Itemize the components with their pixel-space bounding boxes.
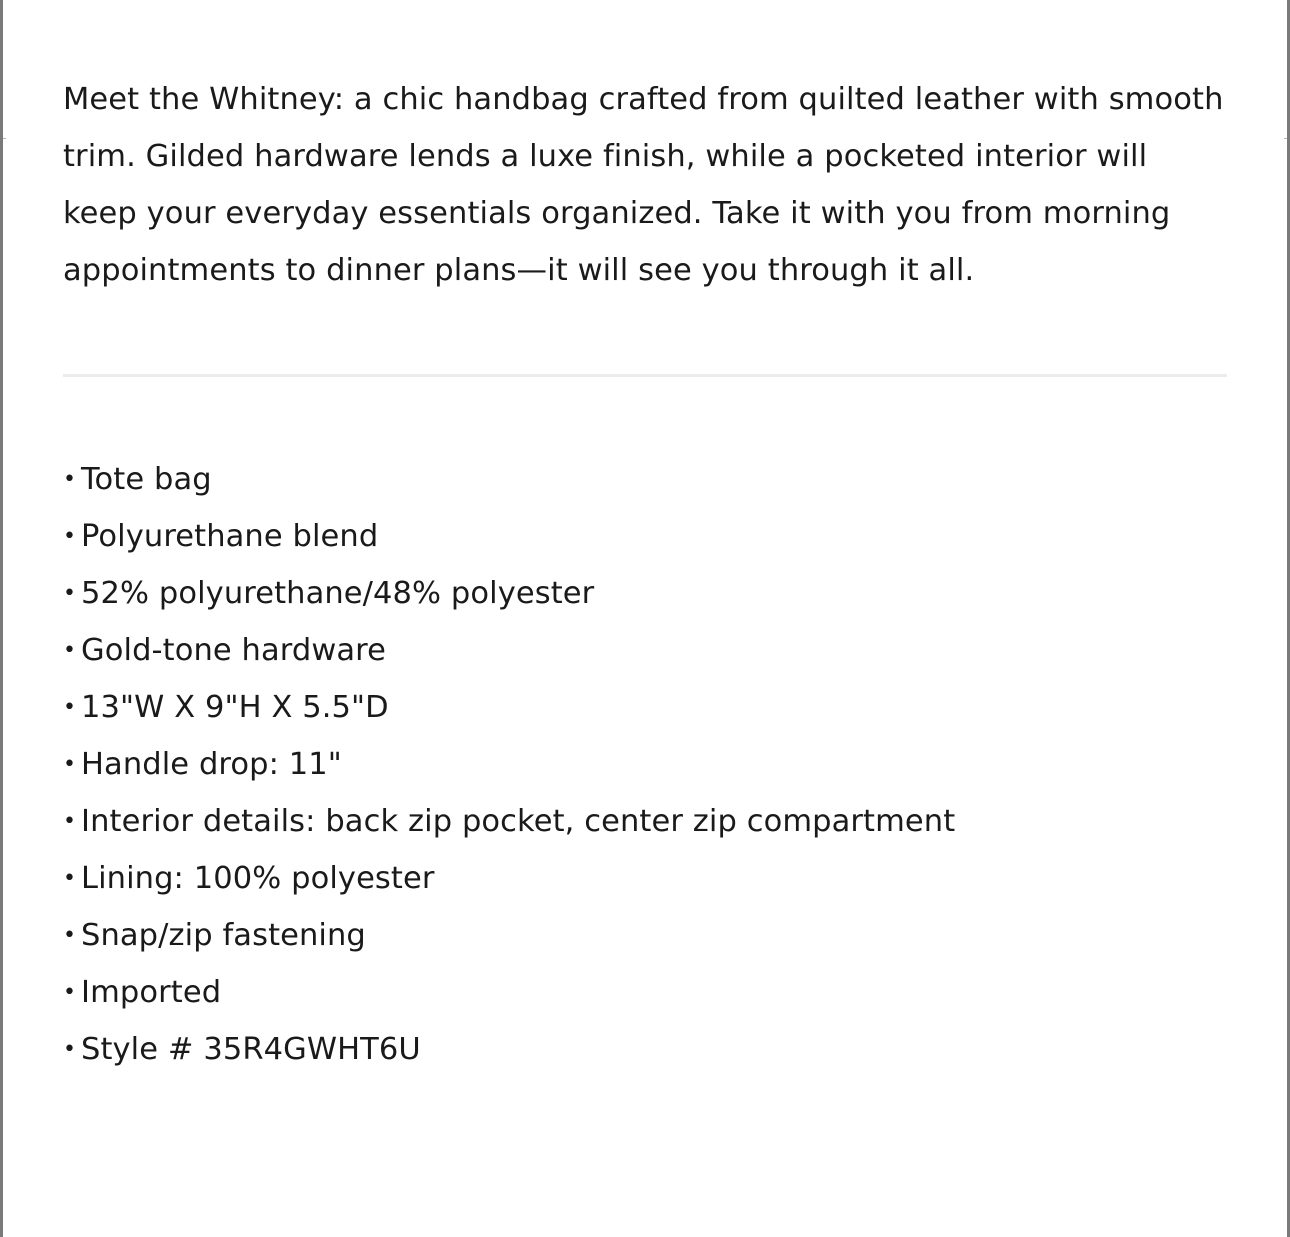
bullet-icon: • [63, 1037, 77, 1062]
feature-text: Tote bag [81, 462, 212, 497]
feature-item [63, 964, 1227, 1021]
bullet-icon: • [63, 866, 77, 891]
feature-item [63, 622, 1227, 679]
product-features-list [63, 451, 1227, 1078]
feature-text: 52% polyurethane/48% polyester [81, 576, 595, 611]
feature-text: Snap/zip fastening [81, 918, 366, 953]
feature-item [63, 679, 1227, 736]
bullet-icon: • [63, 923, 77, 948]
bullet-icon: • [63, 581, 77, 606]
feature-text: Style # 35R4GWHT6U [81, 1032, 421, 1067]
section-divider [63, 374, 1227, 377]
frame-edge-marker-right [1284, 138, 1287, 139]
bullet-icon: • [63, 695, 77, 720]
feature-item [63, 793, 1227, 850]
bullet-icon: • [63, 980, 77, 1005]
feature-text: Polyurethane blend [81, 519, 379, 554]
feature-item [63, 565, 1227, 622]
feature-item [63, 907, 1227, 964]
feature-item [63, 736, 1227, 793]
feature-text: 13"W X 9"H X 5.5"D [81, 690, 389, 725]
feature-text: Gold-tone hardware [81, 633, 386, 668]
feature-text: Interior details: back zip pocket, center zip compartment [81, 804, 956, 839]
product-details-panel [63, 71, 1227, 1078]
feature-item [63, 451, 1227, 508]
feature-item [63, 1021, 1227, 1078]
feature-item [63, 508, 1227, 565]
feature-text: Imported [81, 975, 222, 1010]
bullet-icon: • [63, 638, 77, 663]
product-description: Meet the Whitney: a chic handbag crafted from quilted leather with smooth trim. Gilded hardware lends a luxe finish, while a pocketed interior will keep your everyday essentials organized. Take it with you from morning appointments to dinner plans—it will see you through it all. [63, 82, 1224, 288]
bullet-icon: • [63, 467, 77, 492]
frame-edge-marker-left [3, 138, 6, 139]
bullet-icon: • [63, 752, 77, 777]
feature-item [63, 850, 1227, 907]
feature-text: Lining: 100% polyester [81, 861, 435, 896]
bullet-icon: • [63, 809, 77, 834]
feature-text: Handle drop: 11" [81, 747, 342, 782]
bullet-icon: • [63, 524, 77, 549]
